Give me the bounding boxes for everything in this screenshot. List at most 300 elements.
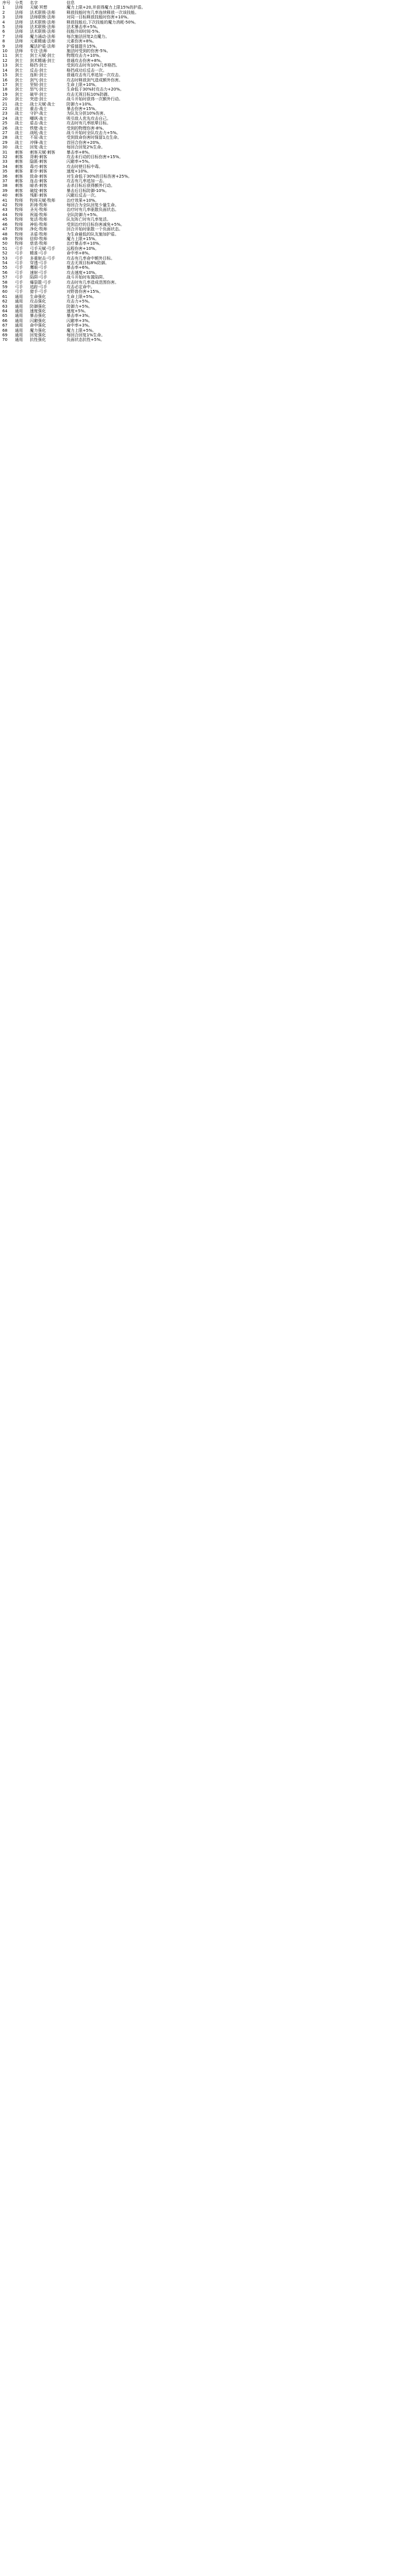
row-effect: 暴击率+6%。 <box>67 265 92 270</box>
row-name: 神佑·牧师 <box>30 222 48 227</box>
row-effect: 每回合回复1%生命。 <box>67 333 106 338</box>
row-effect: 击杀目标后获得额外行动。 <box>67 183 115 189</box>
row-name: 回复·战士 <box>30 145 48 150</box>
row-no: 8 <box>2 39 5 44</box>
row-name: 鹰眼·弓手 <box>30 265 48 270</box>
row-name: 战士天赋·战士 <box>30 101 56 107</box>
row-effect: 闪避后反击一次。 <box>67 193 99 198</box>
row-effect: 受到治疗的目标伤害减免+5%。 <box>67 222 124 227</box>
row-no: 19 <box>2 92 7 97</box>
row-no: 3 <box>2 15 5 20</box>
table-row <box>2 58 408 63</box>
row-name: 生命强化 <box>30 294 46 299</box>
row-category: 刺客 <box>15 183 23 189</box>
table-row <box>2 270 408 275</box>
row-category: 牧师 <box>15 236 23 241</box>
row-category: 通用 <box>15 333 23 338</box>
row-no: 41 <box>2 198 7 203</box>
table-row <box>2 53 408 58</box>
table-row <box>2 241 408 246</box>
row-no: 52 <box>2 251 7 256</box>
table-row <box>2 97 408 101</box>
row-no: 56 <box>2 270 7 275</box>
row-category: 战士 <box>15 101 23 107</box>
row-name: 背刺·刺客 <box>30 155 48 159</box>
row-no: 62 <box>2 299 7 304</box>
row-category: 法师 <box>15 39 23 44</box>
row-no: 36 <box>2 174 7 179</box>
row-category: 通用 <box>15 313 23 319</box>
row-name: 爆裂箭·弓手 <box>30 280 52 285</box>
row-name: 魔法护盾·法师 <box>30 44 56 49</box>
table-row <box>2 280 408 285</box>
row-category: 剑士 <box>15 92 23 97</box>
row-no: 38 <box>2 183 7 189</box>
row-name: 弓手天赋·弓手 <box>30 246 56 251</box>
table-row <box>2 213 408 217</box>
row-no: 1 <box>2 5 5 10</box>
row-category: 战士 <box>15 130 23 135</box>
table-row <box>2 111 408 116</box>
row-category: 法师 <box>15 44 23 49</box>
row-name: 防御强化 <box>30 304 46 309</box>
row-no: 12 <box>2 58 7 63</box>
row-no: 53 <box>2 256 7 261</box>
row-no: 47 <box>2 227 7 232</box>
row-name: 怒气·剑士 <box>30 87 48 92</box>
row-effect: 元素伤害+8%。 <box>67 39 96 44</box>
row-no: 31 <box>2 150 7 155</box>
row-category: 牧师 <box>15 241 23 246</box>
row-category: 牧师 <box>15 203 23 208</box>
row-no: 42 <box>2 203 7 208</box>
row-name: 速度强化 <box>30 309 46 313</box>
header-name: 名字 <box>30 1 38 5</box>
row-no: 43 <box>2 207 7 213</box>
row-effect: 普通攻击有几率追加一次攻击。 <box>67 73 123 78</box>
row-category: 刺客 <box>15 150 23 155</box>
row-name: 天赋·冥想 <box>30 5 48 10</box>
row-no: 69 <box>2 333 7 338</box>
row-effect: 魔力上限+20,并获得魔力上限15%的护盾。 <box>67 5 146 10</box>
row-category: 战士 <box>15 116 23 121</box>
table-row <box>2 309 408 313</box>
row-effect: 治疗效果+10%。 <box>67 198 99 203</box>
row-no: 14 <box>2 68 7 73</box>
row-no: 67 <box>2 323 7 328</box>
row-name: 信仰·牧师 <box>30 236 48 241</box>
table-row <box>2 203 408 207</box>
table-row <box>2 289 408 294</box>
row-no: 58 <box>2 280 7 285</box>
row-category: 牧师 <box>15 217 23 222</box>
row-no: 13 <box>2 63 7 68</box>
table-row <box>2 116 408 121</box>
row-effect: 每回合回复2%生命。 <box>67 145 106 150</box>
row-no: 46 <box>2 222 7 227</box>
row-no: 33 <box>2 159 7 164</box>
row-category: 剑士 <box>15 97 23 102</box>
row-category: 弓手 <box>15 284 23 289</box>
row-effect: 攻击有几率命中额外目标。 <box>67 256 115 261</box>
row-category: 剑士 <box>15 87 23 92</box>
table-row <box>2 92 408 97</box>
table-row <box>2 5 408 10</box>
table-row <box>2 304 408 309</box>
row-category: 弓手 <box>15 256 23 261</box>
row-effect: 负面状态抗性+5%。 <box>67 337 104 343</box>
table-row <box>2 126 408 131</box>
table-row <box>2 63 408 68</box>
row-effect: 治疗暴击率+10%。 <box>67 241 103 246</box>
row-effect: 攻击必定命中。 <box>67 284 95 289</box>
table-row <box>2 164 408 169</box>
row-category: 法师 <box>15 15 23 20</box>
row-effect: 生命上限+10%。 <box>67 82 99 87</box>
row-category: 刺客 <box>15 155 23 159</box>
row-category: 弓手 <box>15 270 23 275</box>
row-no: 22 <box>2 106 7 111</box>
table-row <box>2 25 408 29</box>
row-effect: 施法时受到的伤害-5%。 <box>67 49 111 54</box>
row-name: 格挡·剑士 <box>30 63 48 68</box>
row-name: 剑术精通·剑士 <box>30 58 56 63</box>
row-category: 刺客 <box>15 159 23 164</box>
row-name: 抗性强化 <box>30 337 46 343</box>
row-name: 守护·战士 <box>30 111 48 116</box>
row-no: 57 <box>2 275 7 280</box>
row-category: 刺客 <box>15 164 23 169</box>
row-name: 法术联锁·法师 <box>30 25 56 30</box>
row-no: 32 <box>2 155 7 159</box>
table-row <box>2 189 408 193</box>
row-name: 圣光·牧师 <box>30 207 48 213</box>
row-no: 21 <box>2 101 7 107</box>
table-row <box>2 102 408 107</box>
table-row <box>2 285 408 289</box>
table-body <box>2 5 408 342</box>
row-no: 66 <box>2 318 7 323</box>
row-effect: 护盾值提升15%。 <box>67 44 100 49</box>
row-no: 9 <box>2 44 5 49</box>
header-effect: 信息 <box>67 1 75 5</box>
row-effect: 对同一目标释放技能时伤害+10%。 <box>67 15 131 20</box>
row-effect: 暴击率+3%。 <box>67 313 92 319</box>
row-name: 祝福·牧师 <box>30 212 48 217</box>
table-row <box>2 155 408 159</box>
table-row <box>2 83 408 87</box>
table-row <box>2 68 408 73</box>
table-row <box>2 131 408 135</box>
table-row <box>2 10 408 15</box>
row-no: 24 <box>2 116 7 121</box>
row-effect: 为队友分担10%伤害。 <box>67 111 108 116</box>
table-row <box>2 265 408 270</box>
row-name: 法术联锁·法师 <box>30 10 56 15</box>
row-no: 64 <box>2 309 7 313</box>
row-category: 刺客 <box>15 193 23 198</box>
table-row <box>2 49 408 53</box>
row-effect: 全队防御力+5%。 <box>67 212 100 217</box>
row-name: 元素精通·法师 <box>30 39 56 44</box>
row-effect: 暴击率+8%。 <box>67 150 92 155</box>
row-no: 39 <box>2 188 7 193</box>
row-no: 37 <box>2 179 7 184</box>
row-no: 11 <box>2 53 7 58</box>
row-name: 回复强化 <box>30 333 46 338</box>
row-effect: 命中率+3%。 <box>67 323 92 328</box>
row-category: 剑士 <box>15 77 23 83</box>
row-category: 通用 <box>15 304 23 309</box>
row-effect: 战斗开始时布置陷阱。 <box>67 275 107 280</box>
row-name: 重击·战士 <box>30 106 48 111</box>
row-effect: 攻击时使目标中毒。 <box>67 164 103 169</box>
table-row <box>2 78 408 83</box>
row-name: 复活·牧师 <box>30 217 48 222</box>
row-effect: 速度+10%。 <box>67 169 91 174</box>
row-category: 牧师 <box>15 231 23 237</box>
row-no: 5 <box>2 25 5 30</box>
row-effect: 普通攻击伤害+8%。 <box>67 58 104 63</box>
row-no: 23 <box>2 111 7 116</box>
row-no: 48 <box>2 231 7 237</box>
row-name: 圣盾·牧师 <box>30 231 48 237</box>
table-row <box>2 73 408 77</box>
row-category: 战士 <box>15 106 23 111</box>
row-effect: 释放技能后,下次技能的魔力消耗-50%。 <box>67 19 139 25</box>
row-category: 剑士 <box>15 73 23 78</box>
row-no: 25 <box>2 121 7 126</box>
row-category: 通用 <box>15 309 23 313</box>
row-name: 祈祷·牧师 <box>30 203 48 208</box>
row-category: 战士 <box>15 125 23 131</box>
table-row <box>2 198 408 203</box>
row-category: 法师 <box>15 10 23 15</box>
row-category: 法师 <box>15 34 23 39</box>
row-effect: 闪避率+5%。 <box>67 159 92 164</box>
row-no: 63 <box>2 304 7 309</box>
header-category: 分类 <box>15 1 23 5</box>
row-effect: 回合开始时驱散一个负面状态。 <box>67 227 123 232</box>
row-name: 隐匿·刺客 <box>30 159 48 164</box>
table-row <box>2 256 408 261</box>
table-row <box>2 328 408 333</box>
row-effect: 远程伤害+10%。 <box>67 246 99 251</box>
table-row <box>2 87 408 92</box>
row-name: 刺客天赋·刺客 <box>30 150 56 155</box>
row-no: 26 <box>2 125 7 131</box>
row-name: 魔力强化 <box>30 328 46 333</box>
table-row <box>2 29 408 34</box>
row-effect: 首回合伤害+20%。 <box>67 140 103 145</box>
row-no: 28 <box>2 135 7 140</box>
table-row <box>2 15 408 19</box>
row-effect: 物理攻击力+10%。 <box>67 53 103 58</box>
row-effect: 格挡成功后反击一次。 <box>67 68 107 73</box>
row-category: 战士 <box>15 135 23 140</box>
table-row <box>2 217 408 222</box>
row-effect: 队友阵亡时有几率复活。 <box>67 217 111 222</box>
row-name: 破甲·剑士 <box>30 92 48 97</box>
row-name: 冲锋·战士 <box>30 140 48 145</box>
row-effect: 释放技能时有几率连续释放一次该技能。 <box>67 10 139 15</box>
row-name: 多重射击·弓手 <box>30 256 56 261</box>
row-name: 牧师天赋·牧师 <box>30 198 56 203</box>
row-effect: 攻击未行动的目标伤害+15%。 <box>67 155 123 159</box>
row-no: 51 <box>2 246 7 251</box>
row-no: 30 <box>2 145 7 150</box>
row-effect: 攻击无视目标8%防御。 <box>67 260 110 265</box>
row-no: 65 <box>2 313 7 319</box>
row-name: 魔力涌动·法师 <box>30 34 56 39</box>
row-category: 通用 <box>15 294 23 299</box>
row-name: 精准·弓手 <box>30 251 48 256</box>
row-category: 弓手 <box>15 280 23 285</box>
row-no: 20 <box>2 97 7 102</box>
row-category: 通用 <box>15 328 23 333</box>
table-row <box>2 251 408 256</box>
table-row <box>2 323 408 328</box>
row-effect: 生命上限+5%。 <box>67 294 96 299</box>
row-category: 牧师 <box>15 222 23 227</box>
row-name: 法师联锁·法师 <box>30 15 56 20</box>
row-name: 影步·刺客 <box>30 169 48 174</box>
row-effect: 每回合为全队回复少量生命。 <box>67 203 119 208</box>
row-name: 速射·弓手 <box>30 270 48 275</box>
row-no: 40 <box>2 193 7 198</box>
table-row <box>2 34 408 39</box>
row-effect: 攻击有几率追加一击。 <box>67 179 107 184</box>
table-row <box>2 179 408 183</box>
row-category: 通用 <box>15 323 23 328</box>
row-effect: 技能冷却时间-5%。 <box>67 29 103 34</box>
row-category: 刺客 <box>15 188 23 193</box>
row-effect: 对生命低于30%的目标伤害+25%。 <box>67 174 132 179</box>
row-no: 15 <box>2 73 7 78</box>
row-name: 连击·刺客 <box>30 179 48 184</box>
row-name: 剑气·剑士 <box>30 77 48 83</box>
row-category: 通用 <box>15 318 23 323</box>
row-no: 17 <box>2 82 7 87</box>
header-no: 序号 <box>2 1 10 5</box>
row-category: 战士 <box>15 111 23 116</box>
row-no: 4 <box>2 19 5 25</box>
row-no: 49 <box>2 236 7 241</box>
row-name: 陷阱·弓手 <box>30 275 48 280</box>
row-category: 法师 <box>15 25 23 30</box>
row-category: 法师 <box>15 19 23 25</box>
row-effect: 法术暴击率+5%。 <box>67 25 100 30</box>
table-row <box>2 169 408 174</box>
row-effect: 防御力+10%。 <box>67 101 95 107</box>
row-category: 战士 <box>15 121 23 126</box>
table-row <box>2 44 408 49</box>
row-name: 命中强化 <box>30 323 46 328</box>
table-row <box>2 150 408 155</box>
row-name: 破绽·刺客 <box>30 188 48 193</box>
table-row <box>2 333 408 337</box>
row-name: 致命·刺客 <box>30 174 48 179</box>
row-no: 55 <box>2 265 7 270</box>
row-name: 专注·法师 <box>30 49 48 54</box>
table-row <box>2 140 408 145</box>
row-effect: 魔力上限+15%。 <box>67 236 99 241</box>
row-no: 61 <box>2 294 7 299</box>
row-effect: 每次施法回复2点魔力。 <box>67 34 110 39</box>
row-effect: 对野兽伤害+15%。 <box>67 289 103 294</box>
row-name: 攻击强化 <box>30 299 46 304</box>
row-category: 通用 <box>15 299 23 304</box>
table-row <box>2 183 408 188</box>
row-effect: 魔力上限+5%。 <box>67 328 96 333</box>
row-no: 50 <box>2 241 7 246</box>
table-row <box>2 319 408 323</box>
table-row <box>2 174 408 179</box>
row-no: 16 <box>2 77 7 83</box>
table-row <box>2 107 408 111</box>
row-name: 坚韧·剑士 <box>30 82 48 87</box>
row-effect: 攻击力+5%。 <box>67 299 92 304</box>
row-effect: 暴击后目标防御-10%。 <box>67 188 110 193</box>
row-name: 闪避强化 <box>30 318 46 323</box>
attribute-table <box>2 1 408 343</box>
table-row <box>2 145 408 150</box>
row-effect: 受到的物理伤害-8%。 <box>67 125 107 131</box>
row-no: 18 <box>2 87 7 92</box>
row-name: 暴击强化 <box>30 313 46 319</box>
row-effect: 为生命最低的队友施加护盾。 <box>67 231 119 237</box>
row-no: 35 <box>2 169 7 174</box>
row-effect: 攻击时释放剑气造成额外伤害。 <box>67 77 123 83</box>
row-category: 弓手 <box>15 289 23 294</box>
row-name: 猎手·弓手 <box>30 289 48 294</box>
row-effect: 战斗开始时获得一次额外行动。 <box>67 97 123 102</box>
row-name: 剑士天赋·剑士 <box>30 53 56 58</box>
row-no: 59 <box>2 284 7 289</box>
row-effect: 战斗开始时全队攻击力+5%。 <box>67 130 120 135</box>
row-category: 弓手 <box>15 251 23 256</box>
row-category: 法师 <box>15 49 23 54</box>
row-category: 弓手 <box>15 246 23 251</box>
row-no: 70 <box>2 337 7 343</box>
table-row <box>2 246 408 251</box>
row-no: 6 <box>2 29 5 34</box>
table-header-row <box>2 1 408 5</box>
row-no: 44 <box>2 212 7 217</box>
row-no: 2 <box>2 10 5 15</box>
row-name: 盾击·战士 <box>30 121 48 126</box>
row-category: 刺客 <box>15 174 23 179</box>
row-effect: 攻击速度+10%。 <box>67 270 99 275</box>
row-effect: 生命低于30%时攻击力+20%。 <box>67 87 124 92</box>
row-name: 暗杀·刺客 <box>30 183 48 189</box>
row-no: 27 <box>2 130 7 135</box>
row-name: 连斩·剑士 <box>30 73 48 78</box>
table-row <box>2 237 408 241</box>
table-row <box>2 232 408 237</box>
table-row <box>2 159 408 164</box>
row-name: 残影·刺客 <box>30 193 48 198</box>
row-category: 法师 <box>15 5 23 10</box>
table-row <box>2 193 408 198</box>
row-effect: 暴击伤害+15%。 <box>67 106 99 111</box>
row-category: 刺客 <box>15 179 23 184</box>
row-effect: 闪避率+3%。 <box>67 318 92 323</box>
row-category: 牧师 <box>15 212 23 217</box>
row-category: 战士 <box>15 145 23 150</box>
row-category: 剑士 <box>15 53 23 58</box>
row-no: 68 <box>2 328 7 333</box>
